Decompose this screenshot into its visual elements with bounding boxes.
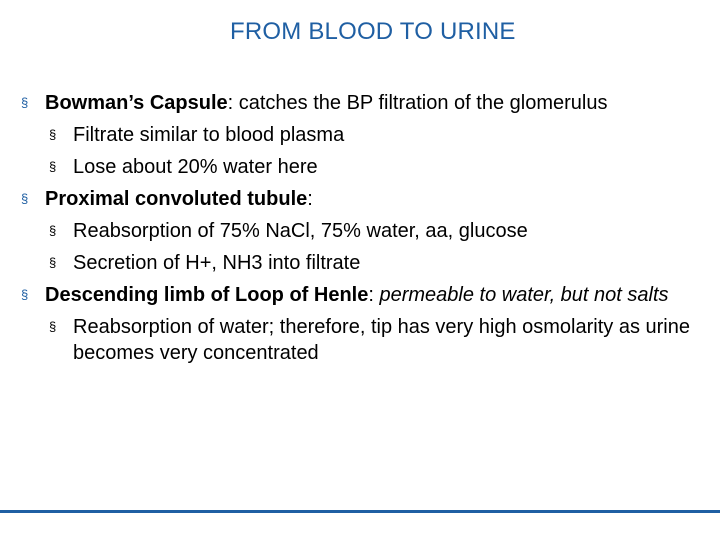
sub-bullet-text: Lose about 20% water here (73, 156, 318, 178)
bullet-proximal-tubule (21, 186, 701, 212)
sub-bullet-text: Secretion of H+, NH3 into filtrate (73, 252, 361, 274)
emphasis-text: permeable to water, but not salts (379, 284, 669, 306)
sub-bullet-text: Filtrate similar to blood plasma (73, 124, 345, 146)
term-label: Descending limb of Loop of Henle (45, 284, 369, 306)
slide-title: FROM BLOOD TO URINE (230, 18, 516, 45)
bullet-text: : catches the BP filtration of the glomerulus (227, 92, 608, 114)
bullet-text: : (307, 188, 313, 210)
bullet-bowmans-capsule (21, 90, 701, 116)
sub-bullet-text: Reabsorption of water; therefore, tip has very high osmolarity as urine becomes very concentrated (73, 316, 690, 364)
term-label: Bowman’s Capsule (45, 92, 228, 114)
sub-bullet (21, 154, 701, 180)
sub-bullet (21, 250, 701, 276)
bullet-text: : (368, 284, 380, 306)
term-label: Proximal convoluted tubule (45, 188, 308, 210)
square-bullet-icon: § (49, 319, 57, 334)
square-bullet-icon: § (49, 159, 57, 174)
sub-bullet (21, 218, 701, 244)
sub-bullet (21, 314, 701, 366)
square-bullet-icon: § (21, 95, 29, 110)
sub-bullet (21, 122, 701, 148)
square-bullet-icon: § (49, 255, 57, 270)
square-bullet-icon: § (49, 223, 57, 238)
square-bullet-icon: § (49, 127, 57, 142)
footer-divider (0, 510, 720, 513)
bullet-loop-of-henle (21, 282, 701, 308)
square-bullet-icon: § (21, 191, 29, 206)
bullet-list (21, 90, 701, 372)
sub-bullet-text: Reabsorption of 75% NaCl, 75% water, aa, glucose (73, 220, 528, 242)
square-bullet-icon: § (21, 287, 29, 302)
